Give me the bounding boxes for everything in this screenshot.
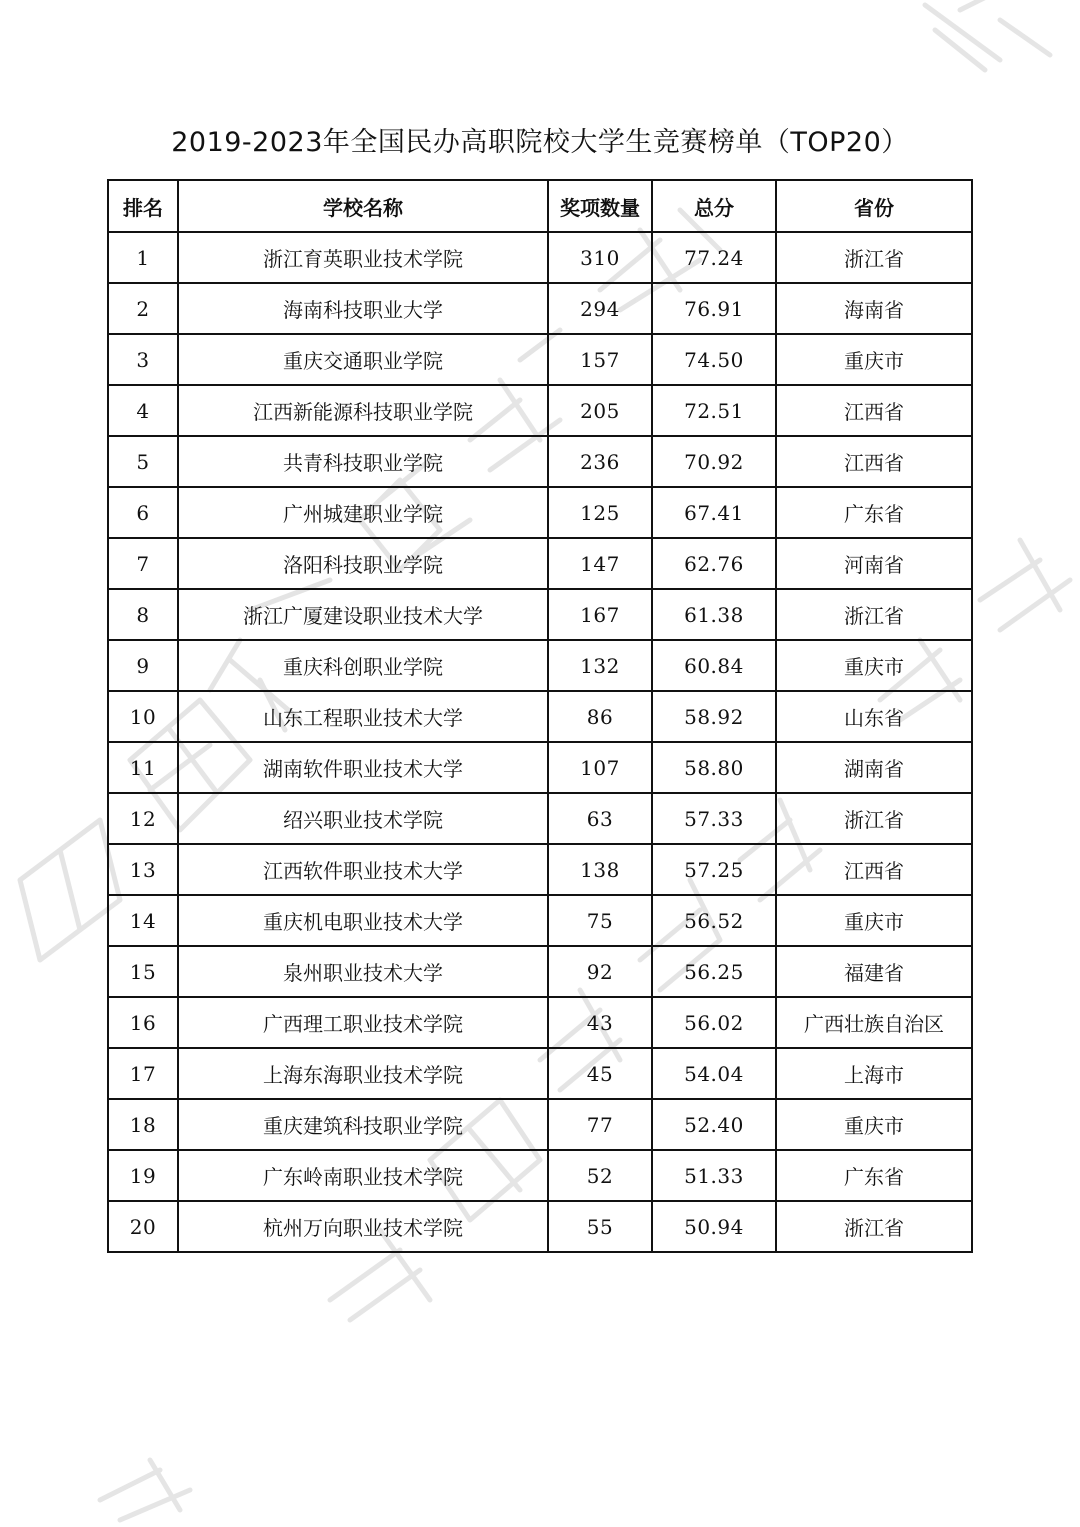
cell-school: 江西新能源科技职业学院 [178, 385, 548, 436]
cell-rank: 18 [108, 1099, 178, 1150]
ranking-table [107, 179, 973, 1253]
cell-rank: 10 [108, 691, 178, 742]
cell-awards: 236 [548, 436, 652, 487]
cell-awards: 132 [548, 640, 652, 691]
cell-rank: 2 [108, 283, 178, 334]
cell-rank: 9 [108, 640, 178, 691]
table-row [108, 334, 972, 385]
cell-province: 江西省 [776, 844, 972, 895]
cell-awards: 205 [548, 385, 652, 436]
table-row [108, 1150, 972, 1201]
cell-school: 绍兴职业技术学院 [178, 793, 548, 844]
table-row [108, 1201, 972, 1252]
cell-awards: 43 [548, 997, 652, 1048]
table-row [108, 589, 972, 640]
cell-school: 江西软件职业技术大学 [178, 844, 548, 895]
cell-school: 海南科技职业大学 [178, 283, 548, 334]
cell-awards: 138 [548, 844, 652, 895]
cell-school: 重庆科创职业学院 [178, 640, 548, 691]
cell-province: 江西省 [776, 385, 972, 436]
cell-rank: 12 [108, 793, 178, 844]
cell-province: 山东省 [776, 691, 972, 742]
cell-rank: 19 [108, 1150, 178, 1201]
cell-school: 洛阳科技职业学院 [178, 538, 548, 589]
header-score: 总分 [652, 180, 776, 232]
cell-awards: 75 [548, 895, 652, 946]
cell-awards: 157 [548, 334, 652, 385]
table-header-row [108, 180, 972, 232]
cell-rank: 7 [108, 538, 178, 589]
cell-school: 广州城建职业学院 [178, 487, 548, 538]
cell-province: 海南省 [776, 283, 972, 334]
cell-school: 山东工程职业技术大学 [178, 691, 548, 742]
cell-awards: 45 [548, 1048, 652, 1099]
cell-awards: 107 [548, 742, 652, 793]
ranking-table-container [107, 179, 971, 1253]
cell-school: 泉州职业技术大学 [178, 946, 548, 997]
table-row [108, 1099, 972, 1150]
table-row [108, 844, 972, 895]
cell-score: 57.25 [652, 844, 776, 895]
table-body [108, 232, 972, 1252]
table-row [108, 640, 972, 691]
cell-rank: 15 [108, 946, 178, 997]
cell-score: 54.04 [652, 1048, 776, 1099]
cell-province: 江西省 [776, 436, 972, 487]
table-row [108, 1048, 972, 1099]
cell-rank: 6 [108, 487, 178, 538]
table-row [108, 538, 972, 589]
cell-province: 河南省 [776, 538, 972, 589]
cell-school: 广东岭南职业技术学院 [178, 1150, 548, 1201]
cell-province: 浙江省 [776, 1201, 972, 1252]
cell-province: 重庆市 [776, 895, 972, 946]
cell-score: 56.25 [652, 946, 776, 997]
table-row [108, 997, 972, 1048]
cell-province: 重庆市 [776, 640, 972, 691]
cell-province: 重庆市 [776, 334, 972, 385]
table-row [108, 946, 972, 997]
cell-awards: 294 [548, 283, 652, 334]
cell-province: 广东省 [776, 1150, 972, 1201]
cell-rank: 16 [108, 997, 178, 1048]
table-row [108, 385, 972, 436]
cell-awards: 147 [548, 538, 652, 589]
table-row [108, 793, 972, 844]
cell-score: 57.33 [652, 793, 776, 844]
cell-score: 74.50 [652, 334, 776, 385]
cell-province: 上海市 [776, 1048, 972, 1099]
cell-school: 上海东海职业技术学院 [178, 1048, 548, 1099]
cell-province: 浙江省 [776, 589, 972, 640]
cell-awards: 167 [548, 589, 652, 640]
table-row [108, 895, 972, 946]
cell-rank: 17 [108, 1048, 178, 1099]
cell-score: 51.33 [652, 1150, 776, 1201]
cell-rank: 20 [108, 1201, 178, 1252]
cell-school: 浙江育英职业技术学院 [178, 232, 548, 283]
cell-rank: 1 [108, 232, 178, 283]
cell-rank: 3 [108, 334, 178, 385]
table-row [108, 283, 972, 334]
table-row [108, 436, 972, 487]
cell-awards: 125 [548, 487, 652, 538]
table-row [108, 691, 972, 742]
cell-rank: 8 [108, 589, 178, 640]
cell-score: 58.80 [652, 742, 776, 793]
cell-score: 77.24 [652, 232, 776, 283]
cell-score: 60.84 [652, 640, 776, 691]
cell-rank: 13 [108, 844, 178, 895]
cell-score: 58.92 [652, 691, 776, 742]
cell-school: 共青科技职业学院 [178, 436, 548, 487]
cell-rank: 14 [108, 895, 178, 946]
header-awards: 奖项数量 [548, 180, 652, 232]
cell-rank: 5 [108, 436, 178, 487]
header-school: 学校名称 [178, 180, 548, 232]
header-province: 省份 [776, 180, 972, 232]
cell-province: 重庆市 [776, 1099, 972, 1150]
cell-school: 广西理工职业技术学院 [178, 997, 548, 1048]
cell-score: 52.40 [652, 1099, 776, 1150]
cell-awards: 77 [548, 1099, 652, 1150]
cell-province: 浙江省 [776, 232, 972, 283]
cell-score: 67.41 [652, 487, 776, 538]
cell-score: 56.52 [652, 895, 776, 946]
cell-school: 杭州万向职业技术学院 [178, 1201, 548, 1252]
cell-school: 重庆机电职业技术大学 [178, 895, 548, 946]
cell-rank: 4 [108, 385, 178, 436]
table-row [108, 742, 972, 793]
cell-score: 50.94 [652, 1201, 776, 1252]
cell-score: 76.91 [652, 283, 776, 334]
cell-awards: 52 [548, 1150, 652, 1201]
cell-awards: 86 [548, 691, 652, 742]
cell-school: 重庆交通职业学院 [178, 334, 548, 385]
cell-province: 广西壮族自治区 [776, 997, 972, 1048]
table-row [108, 487, 972, 538]
cell-province: 浙江省 [776, 793, 972, 844]
cell-school: 重庆建筑科技职业学院 [178, 1099, 548, 1150]
cell-province: 福建省 [776, 946, 972, 997]
page-title: 2019-2023年全国民办高职院校大学生竞赛榜单（TOP20） [171, 127, 909, 158]
cell-awards: 63 [548, 793, 652, 844]
cell-awards: 92 [548, 946, 652, 997]
cell-province: 湖南省 [776, 742, 972, 793]
cell-awards: 310 [548, 232, 652, 283]
cell-awards: 55 [548, 1201, 652, 1252]
header-rank: 排名 [108, 180, 178, 232]
cell-score: 72.51 [652, 385, 776, 436]
table-row [108, 232, 972, 283]
cell-score: 62.76 [652, 538, 776, 589]
cell-rank: 11 [108, 742, 178, 793]
cell-score: 61.38 [652, 589, 776, 640]
cell-school: 湖南软件职业技术大学 [178, 742, 548, 793]
cell-school: 浙江广厦建设职业技术大学 [178, 589, 548, 640]
cell-score: 56.02 [652, 997, 776, 1048]
cell-province: 广东省 [776, 487, 972, 538]
cell-score: 70.92 [652, 436, 776, 487]
